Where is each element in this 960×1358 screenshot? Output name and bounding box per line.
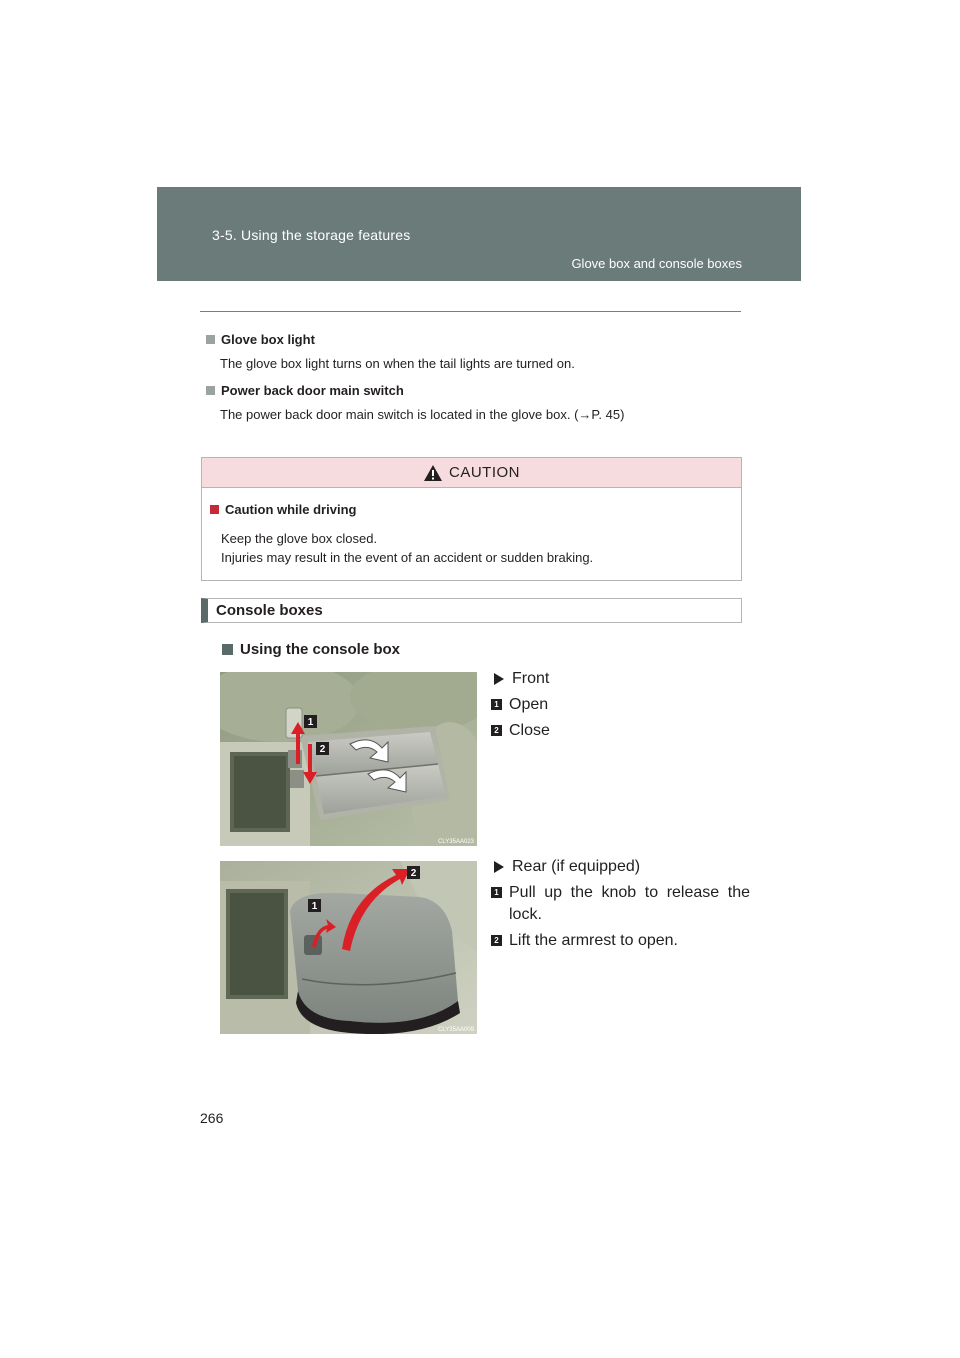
caution-line: Injuries may result in the event of an accident or sudden braking. xyxy=(221,550,594,565)
front-steps xyxy=(490,668,750,746)
warning-triangle-icon xyxy=(423,464,443,482)
caution-box xyxy=(201,457,742,581)
list-item xyxy=(490,720,750,742)
svg-text:2: 2 xyxy=(410,868,417,879)
step-number: 1 xyxy=(491,887,502,898)
list-item xyxy=(490,882,750,926)
step-text: Pull up the knob to release the lock. xyxy=(509,884,750,923)
step-text: Lift the armrest to open. xyxy=(509,932,678,949)
svg-text:1: 1 xyxy=(311,901,318,912)
subsection-title: Using the console box xyxy=(240,641,401,658)
svg-text:1: 1 xyxy=(307,717,314,728)
note-heading: Power back door main switch xyxy=(221,383,404,398)
image-code: CLY35AA009 xyxy=(438,1027,474,1033)
caution-line: Keep the glove box closed. xyxy=(221,531,378,546)
caution-label: CAUTION xyxy=(449,464,520,481)
step-number: 2 xyxy=(491,725,502,736)
divider xyxy=(200,311,741,312)
front-console-photo xyxy=(220,672,477,846)
caution-header xyxy=(202,458,741,488)
note-body: The power back door main switch is located in the glove box. (→P. 45) xyxy=(220,407,625,422)
step-number: 1 xyxy=(491,699,502,710)
image-code: CLY35AA023 xyxy=(438,839,474,845)
rear-label-row xyxy=(490,856,750,878)
page-number: 266 xyxy=(200,1110,224,1126)
section-title: Console boxes xyxy=(201,598,742,623)
square-bullet-icon xyxy=(222,644,233,655)
rear-console-photo xyxy=(220,861,477,1034)
front-console-illustration xyxy=(220,672,477,846)
caution-subheading: Caution while driving xyxy=(225,502,357,517)
list-item xyxy=(490,930,750,952)
svg-text:2: 2 xyxy=(319,744,326,755)
caution-text xyxy=(221,529,593,567)
subsection-heading xyxy=(222,641,400,658)
note-power-back-door xyxy=(206,383,624,422)
rear-console-illustration xyxy=(220,861,477,1034)
rear-label: Rear (if equipped) xyxy=(512,858,641,875)
square-bullet-icon xyxy=(206,386,215,395)
note-glove-box-light xyxy=(206,332,575,371)
square-bullet-icon xyxy=(206,335,215,344)
page-title: Glove box and console boxes xyxy=(571,256,742,271)
rear-steps xyxy=(490,856,750,956)
front-label-row xyxy=(490,668,750,690)
triangle-bullet-icon xyxy=(494,861,504,873)
square-bullet-icon xyxy=(210,505,219,514)
list-item xyxy=(490,694,750,716)
step-text: Close xyxy=(509,722,550,739)
note-heading: Glove box light xyxy=(221,332,315,347)
triangle-bullet-icon xyxy=(494,673,504,685)
section-label: 3-5. Using the storage features xyxy=(212,227,411,243)
note-body: The glove box light turns on when the tail lights are turned on. xyxy=(220,356,575,371)
step-text: Open xyxy=(509,696,549,713)
front-label: Front xyxy=(512,670,550,687)
page-header xyxy=(157,187,801,281)
step-number: 2 xyxy=(491,935,502,946)
